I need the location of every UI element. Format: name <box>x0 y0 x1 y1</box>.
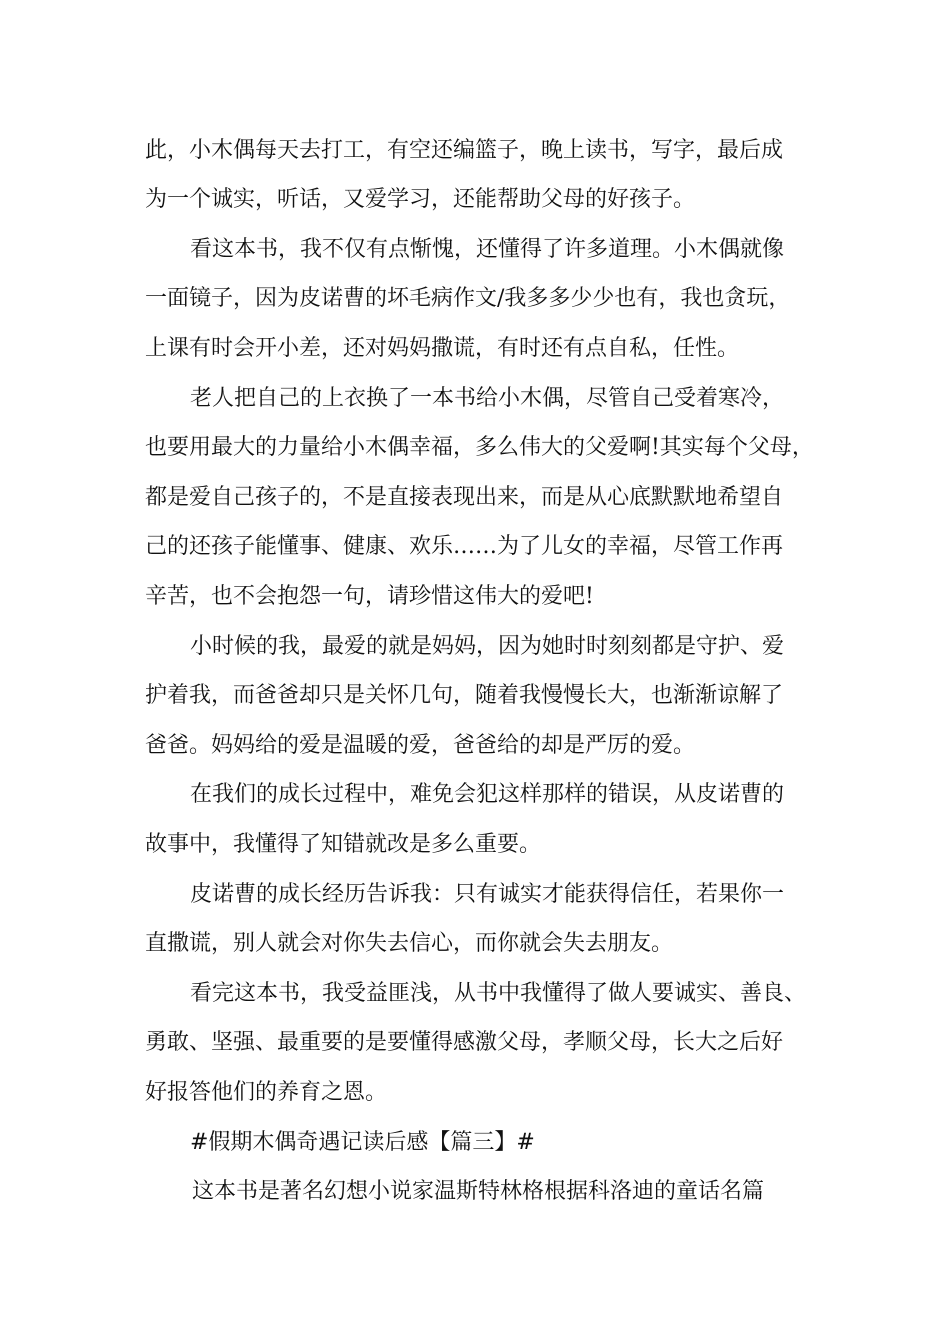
text-line: 此，小木偶每天去打工，有空还编篮子，晚上读书，写字，最后成 <box>145 138 784 163</box>
paragraph-start-line: 皮诺曹的成长经历告诉我：只有诚实才能获得信任，若果你一 <box>190 882 785 907</box>
text-line: 辛苦，也不会抱怨一句，请珍惜这伟大的爱吧! <box>145 584 594 609</box>
paragraph-start-line: 小时候的我，最爱的就是妈妈，因为她时时刻刻都是守护、爱 <box>190 634 785 659</box>
text-line: 爸爸。妈妈给的爱是温暖的爱，爸爸给的却是严厉的爱。 <box>145 733 696 758</box>
text-line: 护着我，而爸爸却只是关怀几句，随着我慢慢长大，也渐渐谅解了 <box>145 683 784 708</box>
text-line: 也要用最大的力量给小木偶幸福，多么伟大的父爱啊!其实每个父母， <box>145 435 814 460</box>
paragraph-start-line: 看完这本书，我受益匪浅，从书中我懂得了做人要诚实、善良、 <box>190 981 807 1006</box>
text-line: 己的还孩子能懂事、健康、欢乐……为了儿女的幸福，尽管工作再 <box>145 534 784 559</box>
paragraph-start-line: 看这本书，我不仅有点惭愧，还懂得了许多道理。小木偶就像 <box>190 237 785 262</box>
paragraph-start-line: 在我们的成长过程中，难免会犯这样那样的错误，从皮诺曹的 <box>190 782 785 807</box>
text-line: 上课有时会开小差，还对妈妈撒谎，有时还有点自私，任性。 <box>145 336 740 361</box>
text-line: 好报答他们的养育之恩。 <box>145 1080 388 1105</box>
text-line: 勇敢、坚强、最重要的是要懂得感激父母，孝顺父母，长大之后好 <box>145 1030 784 1055</box>
text-line: 故事中，我懂得了知错就改是多么重要。 <box>145 832 542 857</box>
text-line: 为一个诚实，听话，又爱学习，还能帮助父母的好孩子。 <box>145 187 696 212</box>
text-line: 都是爱自己孩子的，不是直接表现出来，而是从心底默默地希望自 <box>145 485 784 510</box>
paragraph-start-line: 老人把自己的上衣换了一本书给小木偶，尽管自己受着寒冷， <box>190 386 785 411</box>
paragraph-start-line: 这本书是著名幻想小说家温斯特林格根据科洛迪的童话名篇 <box>192 1179 765 1204</box>
section-heading: #假期木偶奇遇记读后感【篇三】# <box>190 1130 535 1155</box>
text-line: 直撒谎，别人就会对你失去信心，而你就会失去朋友。 <box>145 931 674 956</box>
text-line: 一面镜子，因为皮诺曹的坏毛病作文/我多多少少也有，我也贪玩， <box>145 286 791 311</box>
